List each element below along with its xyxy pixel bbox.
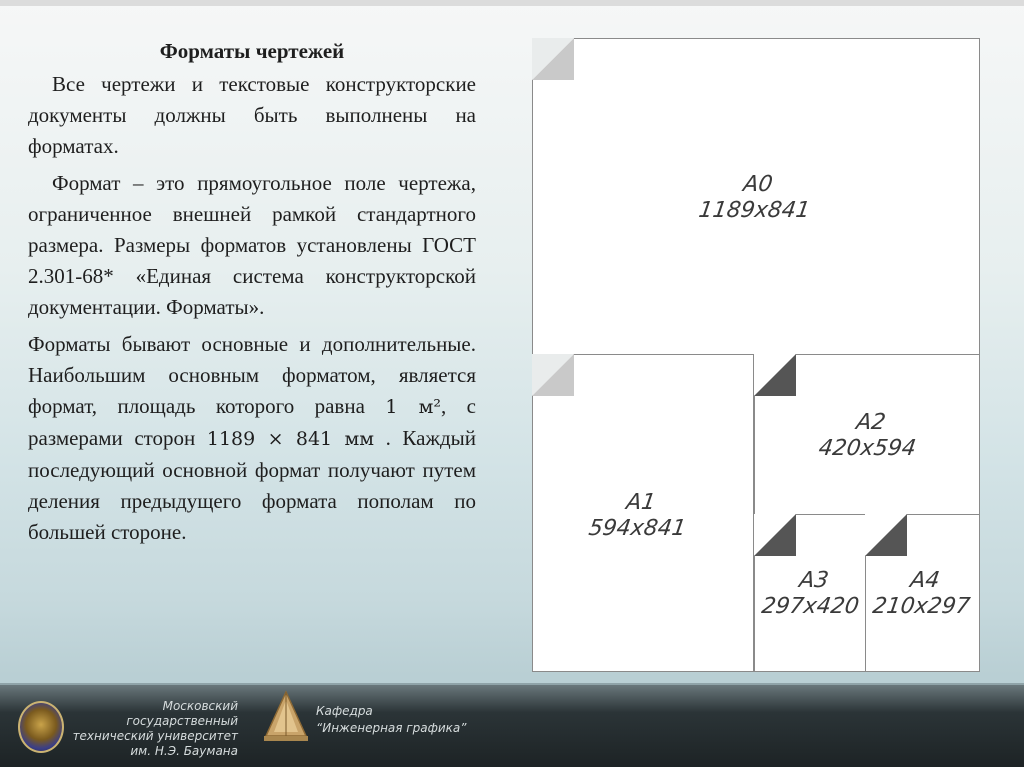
- university-name: [60, 699, 238, 759]
- paragraph-definition: Формат – это прямоугольное поле чертежа, ограниченное внешней рамкой стандартного размера. Размеры форматов установлены ГОСТ 2.301-68* «Единая система конструкторской документации. Форматы».: [28, 171, 476, 319]
- label-a4-size: 210x297: [870, 594, 972, 619]
- label-a0-size: 1189x841: [696, 198, 812, 223]
- text-column: [28, 36, 476, 548]
- university-line-1: Московский государственный: [126, 699, 238, 728]
- sheet-corner-a2: [754, 354, 796, 396]
- paragraph-formats-part1: Форматы бывают основные и дополнительные. Наибольшим основным форматом, является формат, площадь которого равна: [28, 332, 476, 418]
- sheet-corner-a3: [754, 514, 796, 556]
- label-a0: [682, 172, 829, 224]
- formats-figure: [532, 38, 980, 672]
- university-line-2: технический университет: [72, 729, 238, 743]
- footer-divider: [0, 683, 1024, 685]
- paragraph-formats-part3: . Каждый последующий основной формат получают путем деления предыдущего формата пополам по большей стороне.: [28, 426, 476, 544]
- department-line-2: “Инженерная графика”: [316, 721, 467, 735]
- label-a1: [570, 490, 707, 542]
- department-line-1: Кафедра: [316, 704, 373, 718]
- label-a2: [800, 410, 937, 462]
- university-seal-icon: [18, 701, 64, 753]
- paragraph-formats: [28, 329, 476, 548]
- label-a3: [754, 568, 869, 620]
- department-logo-icon: [262, 690, 310, 744]
- label-a2-name: A2: [854, 410, 888, 435]
- sheet-corner-a4: [865, 514, 907, 556]
- label-a3-name: A3: [797, 568, 831, 593]
- paragraph-intro: Все чертежи и текстовые конструкторские документы должны быть выполнены на форматах.: [28, 72, 476, 158]
- label-a4: [865, 568, 980, 620]
- label-a0-name: A0: [741, 172, 775, 197]
- label-a3-size: 297x420: [759, 594, 861, 619]
- department-name: [316, 703, 466, 737]
- paragraph-formats-part2: , с размерами сторон: [28, 394, 476, 450]
- dimensions-value: 1189 × 841 мм: [206, 428, 375, 450]
- label-a4-name: A4: [908, 568, 942, 593]
- sheet-corner-a1: [532, 354, 574, 396]
- label-a1-size: 594x841: [586, 516, 688, 541]
- label-a1-name: A1: [624, 490, 658, 515]
- top-strip: [0, 0, 1024, 6]
- footer: [0, 683, 1024, 767]
- area-value: 1 м²: [385, 396, 441, 418]
- university-line-3: им. Н.Э. Баумана: [130, 744, 238, 758]
- slide-title: Форматы чертежей: [159, 39, 345, 63]
- label-a2-size: 420x594: [816, 436, 918, 461]
- sheet-corner-a0: [532, 38, 574, 80]
